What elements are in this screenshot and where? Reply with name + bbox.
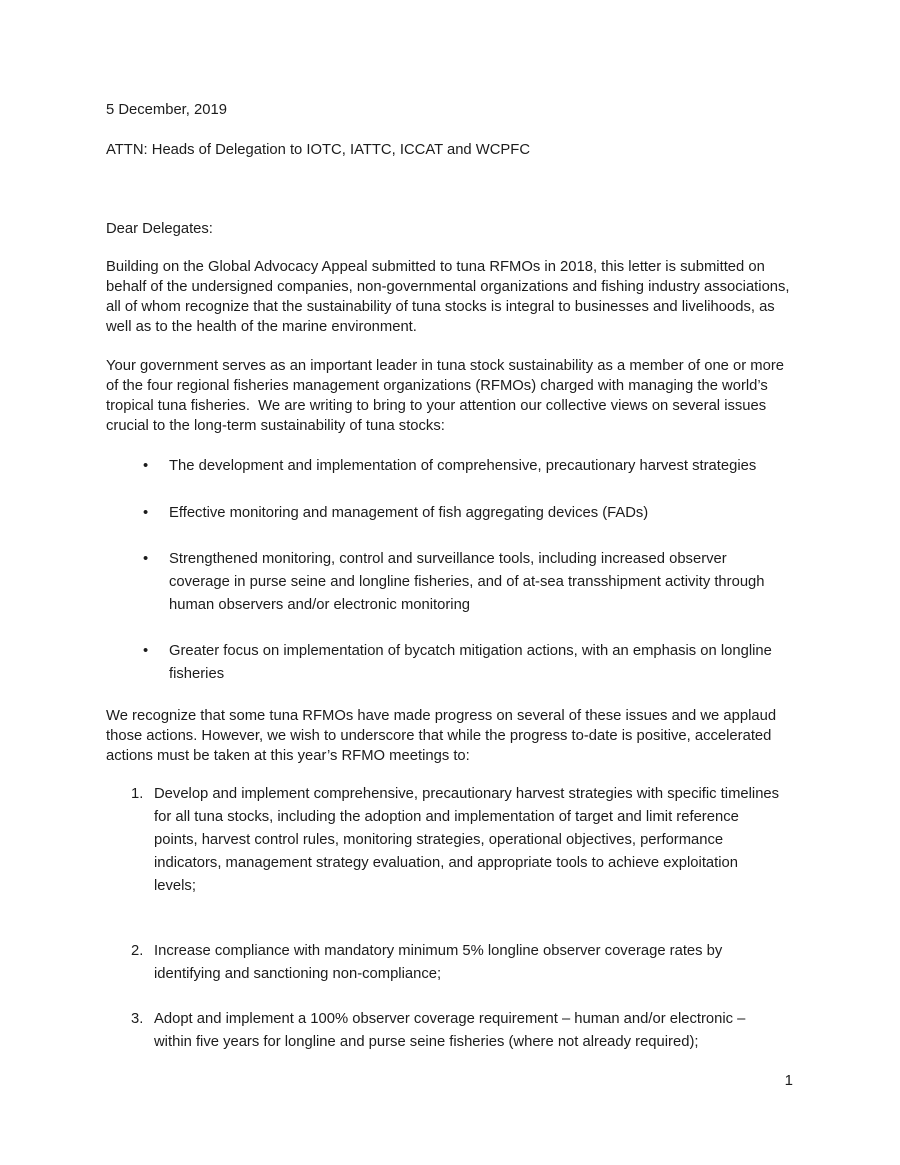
numbered-text: Adopt and implement a 100% observer coverage requirement – human and/or electronic – within five years for longline and purse seine fisheries (where not already required); [154, 1011, 750, 1050]
attn-line: ATTN: Heads of Delegation to IOTC, IATTC, ICCAT and WCPFC [106, 142, 531, 158]
bullet-item-bycatch [106, 640, 801, 686]
letter-date: 5 December, 2019 [106, 102, 227, 118]
bullet-text: Effective monitoring and management of fish aggregating devices (FADs) [169, 505, 649, 521]
bullet-item-fads [106, 502, 801, 525]
bullet-text: The development and implementation of comprehensive, precautionary harvest strategies [169, 458, 757, 474]
bullet-icon: • [143, 458, 149, 474]
bullet-item-harvest-strategies [106, 455, 801, 478]
list-number: 3. [131, 1011, 144, 1027]
bullet-icon: • [143, 643, 149, 659]
paragraph-progress: We recognize that some tuna RFMOs have made progress on several of these issues and we applaud those actions. However, we wish to underscore that while the progress to-date is positive, accelerated actions must be taken at this year’s RFMO meetings to: [106, 708, 781, 764]
numbered-text: Increase compliance with mandatory minimum 5% longline observer coverage rates by identifying and sanctioning non-compliance; [154, 943, 727, 982]
bullet-icon: • [143, 505, 149, 521]
numbered-text: Develop and implement comprehensive, precautionary harvest strategies with specific timelines for all tuna stocks, including the adoption and implementation of target and limit reference points, harvest control rules, monitoring strategies, operational objectives, performance indicators, management strategy evaluation, and appropriate tools to achieve exploitation levels; [154, 786, 784, 894]
list-number: 1. [131, 786, 144, 802]
letter-body [106, 100, 801, 1054]
list-number: 2. [131, 943, 144, 959]
numbered-item-observer-coverage [106, 1008, 801, 1054]
bullet-text: Greater focus on implementation of bycatch mitigation actions, with an emphasis on longline fisheries [169, 643, 777, 682]
numbered-item-harvest [106, 783, 801, 898]
bullet-text: Strengthened monitoring, control and surveillance tools, including increased observer coverage in purse seine and longline fisheries, and of at-sea transshipment activity through human observers and/or electronic monitoring [169, 551, 769, 613]
paragraph-government: Your government serves as an important leader in tuna stock sustainability as a member of one or more of the four regional fisheries management organizations (RFMOs) charged with managing the world’s tropical tuna fisheries. We are writing to bring to your attention our collective views on several issues crucial to the long-term sustainability of tuna stocks: [106, 358, 789, 434]
bullet-item-monitoring [106, 548, 801, 617]
page-number: 1 [784, 1072, 793, 1089]
paragraph-building: Building on the Global Advocacy Appeal submitted to tuna RFMOs in 2018, this letter is submitted on behalf of the undersigned companies, non-governmental organizations and fishing industry associations, all of whom recognize that the sustainability of tuna stocks is integral to businesses and livelihoods, as well as to the health of the marine environment. [106, 259, 794, 335]
salutation: Dear Delegates: [106, 221, 213, 237]
bullet-icon: • [143, 551, 149, 567]
numbered-item-compliance [106, 940, 801, 986]
